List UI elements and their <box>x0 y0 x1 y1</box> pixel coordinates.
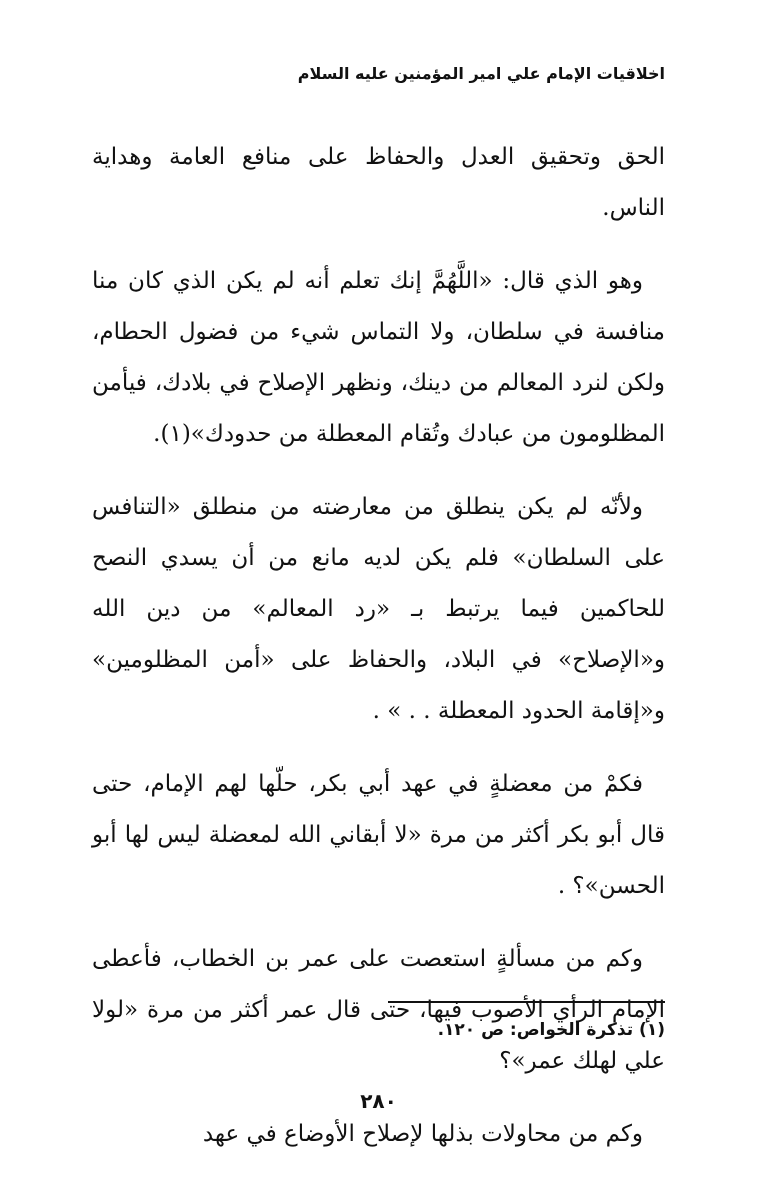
footnote: (١) تذكرة الخواص: ص ١٢٠. <box>437 1020 665 1040</box>
paragraph-6: وكم من محاولات بذلها لإصلاح الأوضاع في عهد <box>202 1121 643 1147</box>
paragraph-1: الحق وتحقيق العدل والحفاظ على منافع العامة وهداية الناس. <box>92 144 665 221</box>
paragraph-5: وكم من مسألةٍ استعصت على عمر بن الخطاب، فأعطى الإمام الرأي الأصوب فيها، حتى قال عمر أكثر من مرة «لولا علي لهلك عمر»؟ <box>92 946 665 1074</box>
paragraph-4: فكمْ من معضلةٍ في عهد أبي بكر، حلّها لهم الإمام، حتى قال أبو بكر أكثر من مرة «لا أبقاني الله لمعضلة ليس لها أبو الحسن»؟ . <box>92 771 665 899</box>
page-number: ٢٨٠ <box>360 1089 397 1113</box>
paragraph-2: وهو الذي قال: «اللَّهُمَّ إنك تعلم أنه لم يكن الذي كان منا منافسة في سلطان، ولا التماس شيء من فضول الحطام، ولكن لنرد المعالم من دينك، ونظهر الإصلاح في بلادك، فيأمن المظلومون من عبادك وتُقام المعطلة من حدودك»(١). <box>92 268 665 447</box>
running-header: اخلاقيات الإمام علي امير المؤمنين عليه السلام <box>297 64 665 83</box>
footnote-divider <box>388 1001 665 1003</box>
paragraph-3: ولأنّه لم يكن ينطلق من معارضته من منطلق «التنافس على السلطان» فلم يكن لديه مانع من أن يسدي النصح للحاكمين فيما يرتبط بـ «رد المعالم» من دين الله و«الإصلاح» في البلاد، والحفاظ على «أمن المظلومين» و«إقامة الحدود المعطلة . . » . <box>92 494 665 724</box>
